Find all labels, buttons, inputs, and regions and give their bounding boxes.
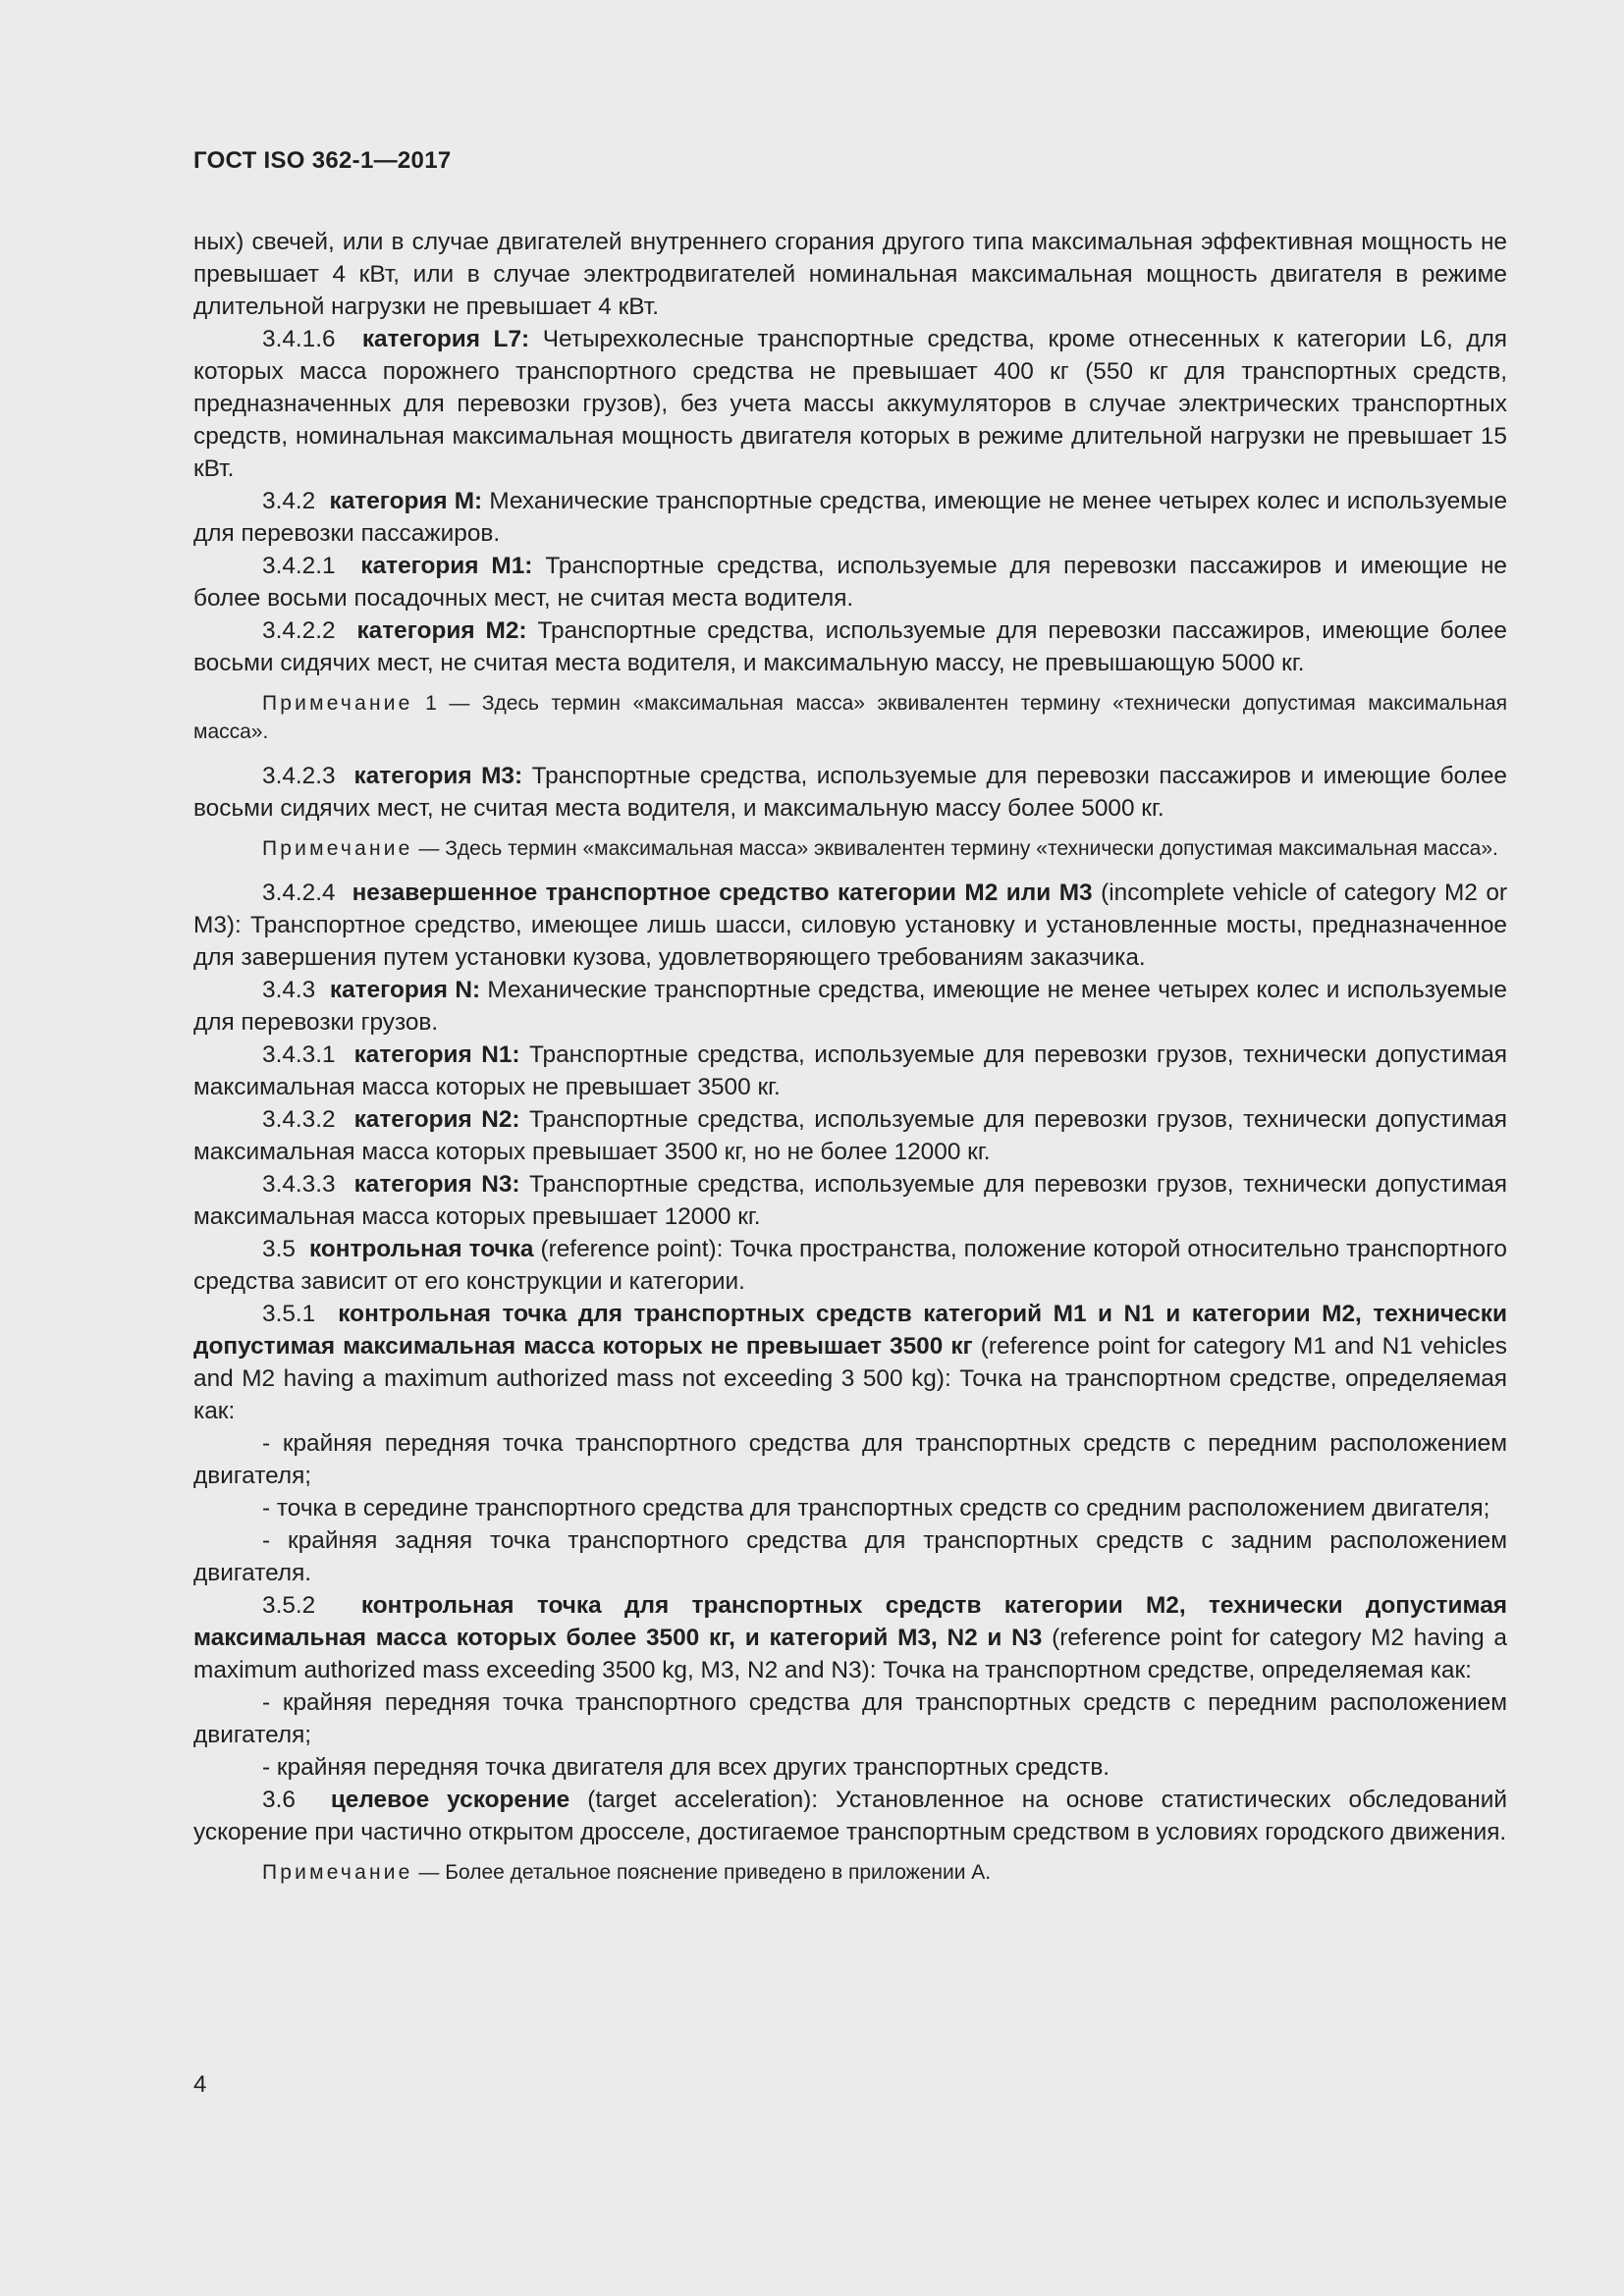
term: категория N3: [353, 1171, 520, 1198]
list-item: - крайняя задняя точка транспортного средства для транспортных средств с задним расположением двигателя. [193, 1527, 1507, 1586]
paragraph-3-5-1 [193, 1298, 1507, 1427]
definition: Транспортные средства, используемые для перевозки пассажиров и имеющие не более восьми посадочных мест, не считая места водителя. [193, 553, 1507, 612]
paragraph-3-4-2-4 [193, 877, 1507, 974]
list-item: - крайняя передняя точка транспортного средства для транспортных средств с передним расположением двигателя; [193, 1430, 1507, 1489]
definition: (reference point): Точка пространства, положение которой относительно транспортного средства зависит от его конструкции и категории. [193, 1236, 1507, 1295]
clause-number: 3.4.3.3 [262, 1171, 336, 1198]
term: категория M2: [356, 617, 527, 644]
definition: Четырехколесные транспортные средства, кроме отнесенных к категории L6, для которых масса порожнего транспортного средства не превышает 400 кг (550 кг для транспортных средств, предназначенных для перевозки грузов), без учета массы аккумуляторов в случае электрических транспортных средств, номинальная максимальная мощность двигателя которых в режиме длительной нагрузки не превышает 15 кВт. [193, 326, 1508, 482]
clause-number: 3.6 [262, 1787, 296, 1813]
term: целевое ускорение [330, 1787, 570, 1813]
term: категория N: [329, 977, 481, 1003]
note-text: — Более детальное пояснение приведено в приложении А. [412, 1861, 992, 1884]
definition: (reference point for category M1 and N1 vehicles and M2 having a maximum authorized mass not exceeding 3 500 kg): Точка на транспортном средстве, определяемая как: [193, 1333, 1507, 1424]
paragraph-3-4-1-6 [193, 323, 1507, 485]
term: контрольная точка [308, 1236, 534, 1262]
note-text: 1 — Здесь термин «максимальная масса» эквивалентен термину «технически допустимая максимальная масса». [193, 692, 1507, 743]
paragraph-3-4-3 [193, 974, 1507, 1039]
paragraph-3-4-2-3 [193, 760, 1507, 825]
note-label: Примечание [262, 1861, 413, 1884]
definition: Транспортные средства, используемые для перевозки грузов, технически допустимая максимальная масса которых превышает 12000 кг. [193, 1171, 1507, 1230]
paragraph-3-4-2 [193, 485, 1507, 550]
term: категория M3: [353, 763, 523, 789]
term: контрольная точка для транспортных средств категории M2, технически допустимая максимальная масса которых более 3500 кг, и категорий M3, N2 и N3 [193, 1592, 1507, 1651]
clause-number: 3.4.2.3 [262, 763, 336, 789]
clause-number: 3.4.2.4 [262, 880, 336, 906]
list-item: - точка в середине транспортного средства для транспортных средств со средним расположением двигателя; [262, 1495, 1490, 1522]
note-1 [193, 689, 1507, 746]
paragraph-3-4-2-1 [193, 550, 1507, 614]
paragraph-3-4-3-1 [193, 1039, 1507, 1103]
definition: Транспортные средства, используемые для перевозки грузов, технически допустимая максимальная масса которых не превышает 3500 кг. [193, 1041, 1507, 1100]
paragraph-3-5 [193, 1233, 1507, 1298]
clause-number: 3.4.1.6 [262, 326, 336, 352]
note-text: — Здесь термин «максимальная масса» эквивалентен термину «технически допустимая максимальная масса». [412, 837, 1498, 860]
clause-number: 3.5.1 [262, 1301, 316, 1327]
clause-number: 3.4.2.2 [262, 617, 336, 644]
term: категория N2: [353, 1106, 520, 1133]
clause-number: 3.4.3.2 [262, 1106, 336, 1133]
paragraph-3-5-2 [193, 1589, 1507, 1686]
note-3 [193, 1858, 1507, 1887]
list-item: - крайняя передняя точка транспортного средства для транспортных средств с передним расположением двигателя; [193, 1689, 1507, 1748]
term: категория M1: [360, 553, 533, 579]
clause-number: 3.4.2 [262, 488, 316, 514]
definition: (incomplete vehicle of category M2 or M3): Транспортное средство, имеющее лишь шасси, силовую установку и установленные мосты, предназначенное для завершения путем установки кузова, удовлетворяющего требованиям заказчика. [193, 880, 1508, 971]
page-number: 4 [193, 2071, 207, 2098]
definition: (reference point for category M2 having a maximum authorized mass exceeding 3500 kg, M3, N2 and N3): Точка на транспортном средстве, определяемая как: [193, 1625, 1507, 1683]
paragraph-continuation: ных) свечей, или в случае двигателей внутреннего сгорания другого типа максимальная эффективная мощность не превышает 4 кВт, или в случае электродвигателей номинальная максимальная мощность двигателя в режиме длительной нагрузки не превышает 4 кВт. [193, 229, 1507, 320]
note-label: Примечание [262, 837, 413, 860]
paragraph-3-4-3-2 [193, 1103, 1507, 1168]
document-body [193, 226, 1507, 1900]
clause-number: 3.4.3 [262, 977, 316, 1003]
paragraph-3-6 [193, 1784, 1507, 1848]
paragraph-3-4-3-3 [193, 1168, 1507, 1233]
term: категория М: [329, 488, 483, 514]
clause-number: 3.4.2.1 [262, 553, 336, 579]
definition: Транспортные средства, используемые для перевозки пассажиров, имеющие более восьми сидячих мест, не считая места водителя, и максимальную массу, не превышающую 5000 кг. [193, 617, 1507, 676]
definition: (target acceleration): Установленное на основе статистических обследований ускорение при частично открытом дросселе, достигаемое транспортным средством в условиях городского движения. [193, 1787, 1507, 1845]
note-2 [193, 834, 1507, 863]
definition: Транспортные средства, используемые для перевозки пассажиров и имеющие более восьми сидячих мест, не считая места водителя, и максимальную массу более 5000 кг. [193, 763, 1507, 822]
clause-number: 3.5 [262, 1236, 296, 1262]
term: контрольная точка для транспортных средств категорий M1 и N1 и категории M2, технически допустимая максимальная масса которых не превышает 3500 кг [193, 1301, 1507, 1360]
paragraph-3-4-2-2 [193, 614, 1507, 679]
document-header: ГОСТ ISO 362-1—2017 [193, 147, 452, 174]
clause-number: 3.4.3.1 [262, 1041, 336, 1068]
definition: Механические транспортные средства, имеющие не менее четырех колес и используемые для перевозки грузов. [193, 977, 1507, 1036]
term: незавершенное транспортное средство категории M2 или M3 [352, 880, 1093, 906]
list-item: - крайняя передняя точка двигателя для всех других транспортных средств. [262, 1754, 1110, 1781]
term: категория L7: [361, 326, 530, 352]
term: категория N1: [353, 1041, 520, 1068]
clause-number: 3.5.2 [262, 1592, 316, 1619]
definition: Транспортные средства, используемые для перевозки грузов, технически допустимая максимальная масса которых превышает 3500 кг, но не более 12000 кг. [193, 1106, 1507, 1165]
definition: Механические транспортные средства, имеющие не менее четырех колес и используемые для перевозки пассажиров. [193, 488, 1508, 547]
note-label: Примечание [262, 692, 413, 715]
